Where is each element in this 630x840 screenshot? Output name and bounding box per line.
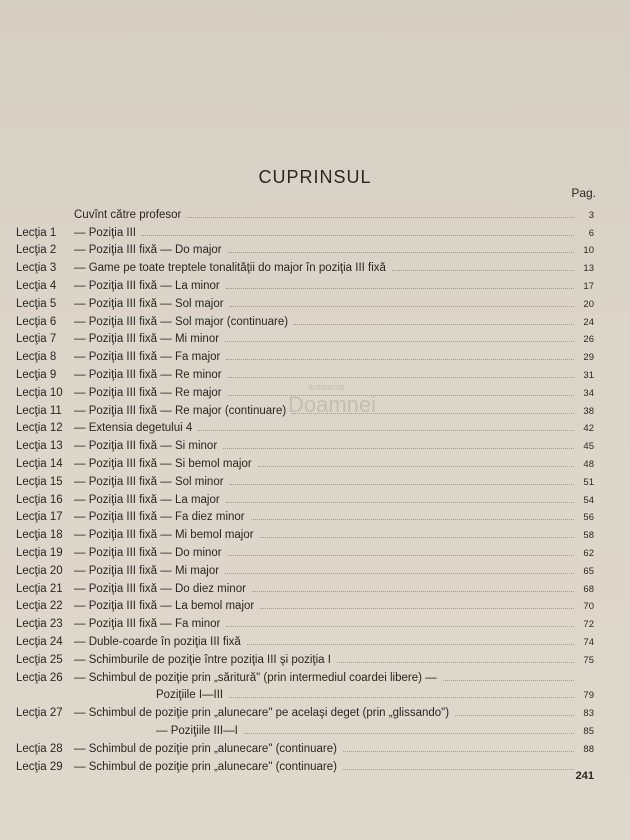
toc-entry-title: — Poziţia III fixă — La bemol major (74, 600, 255, 613)
toc-lesson-label: Lecţia 16 (16, 493, 63, 506)
dot-leader (260, 537, 574, 538)
toc-entry-title: — Poziţia III fixă — Si bemol major (74, 457, 252, 470)
toc-entry-title: — Poziţia III fixă — La minor (74, 279, 220, 292)
page-number: 241 (575, 770, 594, 782)
toc-page-number: 38 (583, 405, 594, 417)
toc-page-number: 24 (583, 316, 594, 328)
toc-entry (16, 719, 594, 737)
toc-entry (16, 577, 594, 595)
toc-lesson-label: Lecţia 28 (16, 742, 63, 755)
toc-page-number: 26 (583, 334, 594, 346)
toc-entry-title: — Poziţia III fixă — La major (74, 493, 220, 506)
toc-entry (16, 541, 594, 559)
toc-page-number: 58 (583, 530, 594, 542)
dot-leader (247, 644, 574, 645)
dot-leader (228, 395, 574, 396)
toc-entry-title: — Poziţiile III—I (156, 724, 238, 737)
toc-entry-title: — Poziţia III fixă — Si minor (74, 440, 218, 453)
toc-lesson-label: Lecţia 23 (16, 618, 63, 631)
toc-entry-title: Cuvînt către profesor (74, 208, 182, 221)
toc-page-number: 51 (583, 476, 594, 488)
toc-entry-title: — Poziţia III fixă — Fa major (74, 351, 221, 364)
toc-lesson-label: Lecţia 3 (16, 262, 57, 275)
toc-lesson-label: Lecţia 25 (16, 653, 63, 666)
toc-entry-title: — Poziţia III fixă — Re minor (74, 368, 222, 381)
dot-leader (244, 733, 574, 734)
toc-lesson-label: Lecţia 18 (16, 529, 63, 542)
toc-page-number: 85 (583, 725, 594, 737)
toc-entry (16, 452, 594, 470)
dot-leader (228, 252, 574, 253)
toc-page-number: 48 (583, 458, 594, 470)
toc-entry (16, 221, 594, 239)
toc-entry-title: — Poziţia III fixă — Fa minor (74, 618, 221, 631)
toc-entry (16, 648, 594, 666)
toc-lesson-label: Lecţia 15 (16, 475, 63, 488)
toc-lesson-label: Lecţia 12 (16, 422, 63, 435)
toc-entry-title: — Schimbul de poziţie prin „alunecare" pe acelaşi deget (prin „glissando") (74, 707, 450, 720)
watermark (288, 382, 376, 418)
toc-page-number: 13 (583, 263, 594, 275)
toc-entry (16, 737, 594, 755)
toc-lesson-label: Lecţia 10 (16, 386, 63, 399)
toc-entry (16, 506, 594, 524)
dot-leader (260, 608, 574, 609)
toc-entry (16, 523, 594, 541)
toc-entry (16, 239, 594, 257)
dot-leader (343, 769, 574, 770)
toc-entry-title: — Schimbul de poziţie prin „săritură" (prin intermediul coardei libere) — (74, 671, 437, 684)
toc-entry (16, 292, 594, 310)
toc-page-number: 34 (583, 387, 594, 399)
dot-leader (225, 341, 574, 342)
toc-entry-title: — Poziţia III fixă — Mi major (74, 564, 220, 577)
toc-page-number: 31 (583, 369, 594, 381)
toc-page-number: 17 (583, 280, 594, 292)
dot-leader (223, 448, 574, 449)
toc-lesson-label: Lecţia 11 (16, 404, 62, 417)
toc-lesson-label: Lecţia 17 (16, 511, 63, 524)
dot-leader (230, 484, 574, 485)
toc-page-number: 3 (588, 209, 594, 221)
toc-lesson-label: Lecţia 29 (16, 760, 63, 773)
toc-entry-title: — Poziţia III fixă — Mi bemol major (74, 529, 254, 542)
toc-lesson-label: Lecţia 5 (16, 297, 57, 310)
toc-entry (16, 559, 594, 577)
toc-page-number: 83 (583, 708, 594, 720)
dot-leader (392, 270, 574, 271)
watermark-small-text: anticariat (308, 382, 345, 392)
toc-lesson-label: Lecţia 24 (16, 635, 63, 648)
toc-page-number: 45 (583, 441, 594, 453)
toc-entry (16, 345, 594, 363)
toc-entry-title: Poziţiile I—III (156, 689, 224, 702)
toc-lesson-label: Lecţia 20 (16, 564, 63, 577)
toc-lesson-label: Lecţia 2 (16, 244, 57, 257)
dot-leader (226, 359, 574, 360)
dot-leader (443, 680, 574, 681)
toc-entry (16, 684, 594, 702)
toc-entry (16, 274, 594, 292)
toc-lesson-label: Lecţia 27 (16, 707, 63, 720)
toc-page-number: 75 (583, 654, 594, 666)
toc-page-number: 56 (583, 512, 594, 524)
toc-lesson-label: Lecţia 13 (16, 440, 63, 453)
toc-page-number: 68 (583, 583, 594, 595)
dot-leader (251, 519, 574, 520)
dot-leader (226, 502, 574, 503)
toc-lesson-label: Lecţia 8 (16, 351, 57, 364)
toc-entry-title: — Poziţia III fixă — Mi minor (74, 333, 220, 346)
dot-leader (337, 662, 574, 663)
toc-entry (16, 417, 594, 435)
toc-entry (16, 434, 594, 452)
toc-lesson-label: Lecţia 4 (16, 279, 57, 292)
toc-entry (16, 612, 594, 630)
dot-leader (229, 697, 574, 698)
toc-page-number: 10 (583, 245, 594, 257)
toc-lesson-label: Lecţia 1 (16, 226, 57, 239)
toc-page-number: 42 (583, 423, 594, 435)
dot-leader (142, 235, 574, 236)
dot-leader (228, 377, 574, 378)
toc-entry-title: — Poziţia III fixă — Do minor (74, 546, 222, 559)
toc-page-number: 79 (583, 690, 594, 702)
page-column-label: Pag. (571, 186, 596, 200)
toc-page-number: 72 (583, 619, 594, 631)
toc-entry (16, 203, 594, 221)
dot-leader (455, 715, 574, 716)
toc-entry (16, 755, 594, 773)
dot-leader (294, 324, 574, 325)
toc-entry (16, 595, 594, 613)
toc-entry (16, 363, 594, 381)
toc-entry-title: — Schimburile de poziţie între poziţia III şi poziţia I (74, 653, 331, 666)
toc-entry (16, 488, 594, 506)
toc-entry (16, 256, 594, 274)
toc-entry (16, 328, 594, 346)
toc-lesson-label: Lecţia 19 (16, 546, 63, 559)
dot-leader (198, 430, 574, 431)
toc-entry-title: — Schimbul de poziţie prin „alunecare" (continuare) (74, 760, 337, 773)
toc-entry-title: — Poziţia III fixă — Re major (continuare) (74, 404, 287, 417)
dot-leader (230, 306, 574, 307)
toc-entry (16, 470, 594, 488)
table-of-contents (16, 203, 594, 773)
toc-entry-title: — Poziţia III fixă — Do diez minor (74, 582, 246, 595)
dot-leader (252, 591, 574, 592)
toc-page-number: 74 (583, 636, 594, 648)
toc-lesson-label: Lecţia 21 (16, 582, 63, 595)
toc-lesson-label: Lecţia 26 (16, 671, 63, 684)
toc-entry-title: — Poziţia III fixă — Fa diez minor (74, 511, 245, 524)
watermark-text: Doamnei (288, 392, 377, 417)
toc-entry-title: — Extensia degetului 4 (74, 422, 193, 435)
toc-lesson-label: Lecţia 22 (16, 600, 63, 613)
toc-entry-title: — Game pe toate treptele tonalităţii do major în poziţia III fixă (74, 262, 386, 275)
page-title: CUPRINSUL (258, 167, 372, 187)
toc-entry (16, 630, 594, 648)
toc-entry (16, 310, 594, 328)
toc-entry-title: — Schimbul de poziţie prin „alunecare" (continuare) (74, 742, 337, 755)
dot-leader (343, 751, 574, 752)
dot-leader (226, 288, 574, 289)
dot-leader (187, 217, 574, 218)
toc-entry-title: — Poziţia III fixă — Sol minor (74, 475, 224, 488)
toc-entry (16, 666, 594, 684)
toc-entry-title: — Poziţia III fixă — Sol major (74, 297, 224, 310)
toc-entry-title: — Duble-coarde în poziţia III fixă (74, 635, 241, 648)
toc-lesson-label: Lecţia 6 (16, 315, 57, 328)
toc-page-number: 62 (583, 547, 594, 559)
toc-page-number: 65 (583, 565, 594, 577)
toc-entry-title: — Poziţia III fixă — Re major (74, 386, 222, 399)
toc-page-number: 29 (583, 352, 594, 364)
toc-lesson-label: Lecţia 7 (16, 333, 57, 346)
dot-leader (228, 555, 574, 556)
dot-leader (225, 573, 574, 574)
toc-entry (16, 701, 594, 719)
toc-page-number: 20 (583, 298, 594, 310)
toc-page-number: 88 (583, 743, 594, 755)
toc-entry-title: — Poziţia III (74, 226, 136, 239)
toc-entry-title: — Poziţia III fixă — Sol major (continuare) (74, 315, 289, 328)
toc-page-number: 70 (583, 601, 594, 613)
dot-leader (258, 466, 574, 467)
toc-page-number: 6 (588, 227, 594, 239)
toc-lesson-label: Lecţia 9 (16, 368, 57, 381)
toc-page-number: 54 (583, 494, 594, 506)
toc-entry-title: — Poziţia III fixă — Do major (74, 244, 222, 257)
dot-leader (226, 626, 574, 627)
toc-lesson-label: Lecţia 14 (16, 457, 63, 470)
